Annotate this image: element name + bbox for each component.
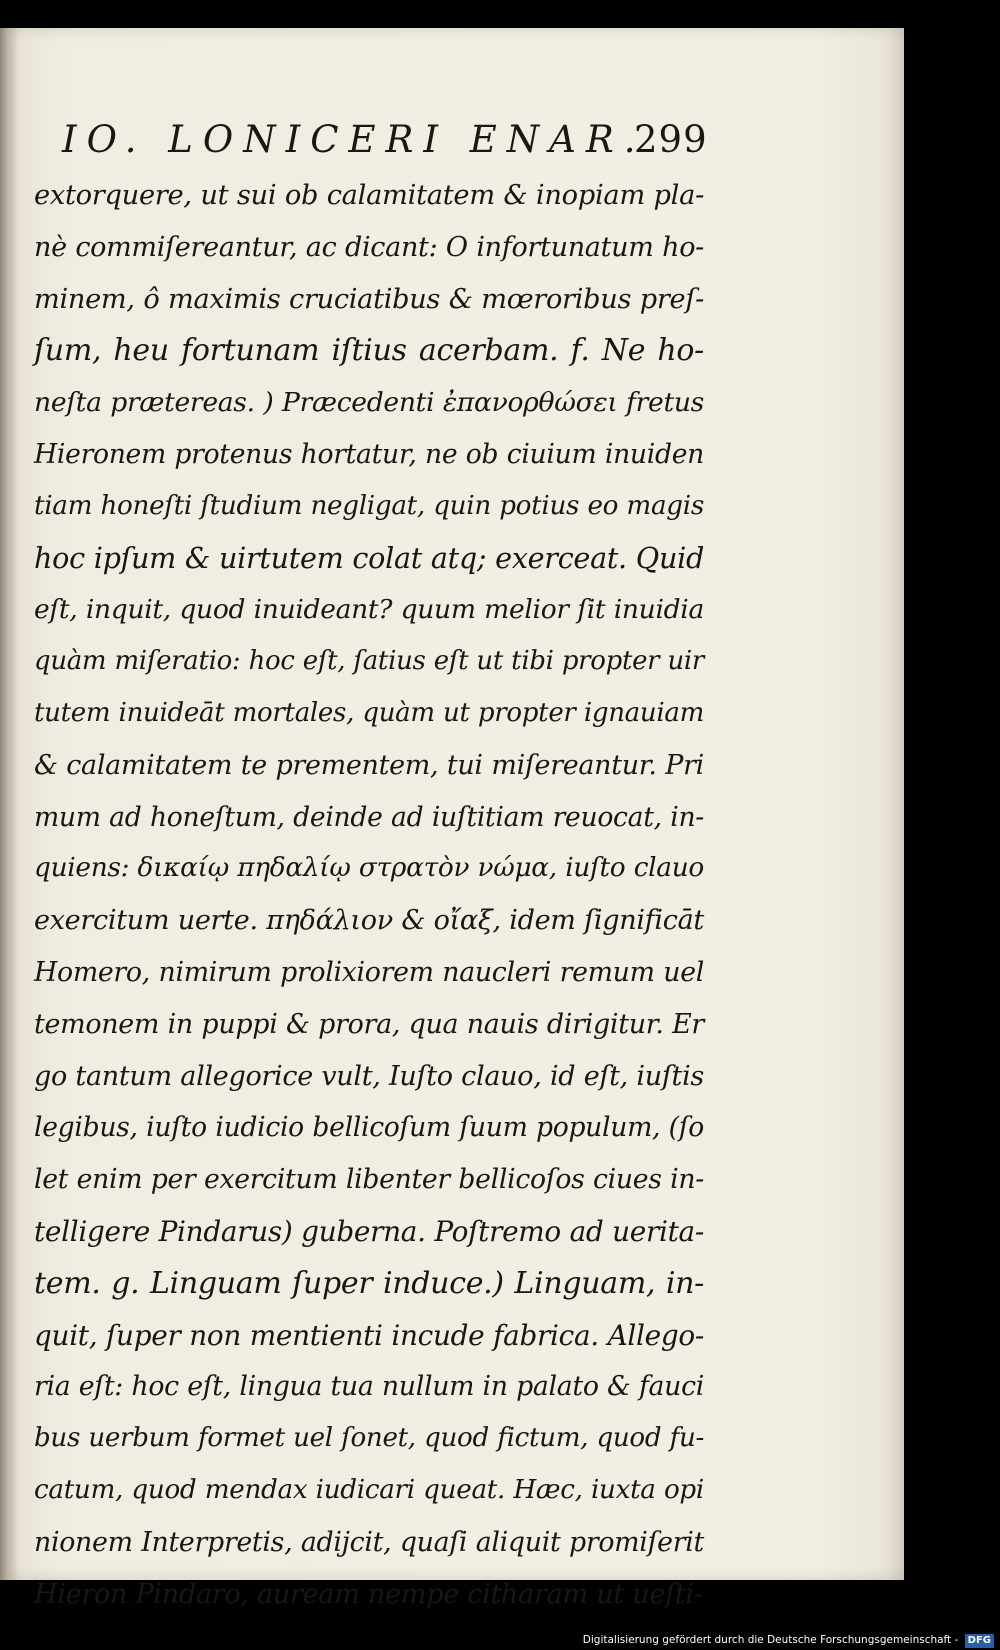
text-line: nionem Interpretis, adijcit, quaſi aliquit promiſerit [34, 1526, 704, 1558]
text-line: eſt, inquit, quod inuideant? quum melior ſit inuidia [34, 594, 704, 626]
text-line: let enim per exercitum libenter bellicoſos ciues in- [34, 1164, 704, 1196]
text-line: & calamitatem te prementem, tui miſereantur. Pri [34, 749, 704, 781]
text-line: minem, ô maximis cruciatibus & mœroribus preſ- [34, 283, 704, 315]
text-line: tem. g. Linguam ſuper induce.) Linguam, in- [34, 1265, 704, 1301]
funding-credit-text: Digitalisierung gefördert durch die Deutsche Forschungsgemeinschaft - [582, 1634, 959, 1646]
text-line: nè commiſereantur, ac dicant: O infortunatum ho- [34, 231, 704, 263]
text-line: hoc ipſum & uirtutem colat atq; exerceat. Quid [34, 540, 704, 575]
text-line: neſta prætereas. ) Præcedenti ἐπανορθώσει fretus [34, 387, 704, 419]
text-line: ſum, heu fortunam iſtius acerbam. f. Ne ho- [34, 333, 704, 369]
page-number: 299 [634, 118, 708, 161]
text-line: ria eſt: hoc eſt, lingua tua nullum in palato & fauci [34, 1371, 704, 1403]
text-line: tutem inuideāt mortales, quàm ut propter ignauiam [34, 697, 704, 728]
text-line: Hieronem protenus hortatur, ne ob ciuium inuiden [34, 438, 704, 470]
text-line: quàm miſeratio: hoc eſt, ſatius eſt ut tibi propter uir [34, 646, 704, 677]
text-line: quiens: δικαίῳ πηδαλίῳ στρατὸν νώμα, iuſto clauo [34, 853, 704, 884]
text-line: quit, ſuper non mentienti incude fabrica. Allego- [34, 1318, 704, 1352]
dfg-logo: DFG [965, 1634, 994, 1648]
text-line: mum ad honeſtum, deinde ad iuſtitiam reuocat, in- [34, 801, 704, 833]
text-line: bus uerbum formet uel ſonet, quod fictum, quod fu- [34, 1423, 704, 1454]
text-line: temonem in puppi & prora, qua nauis dirigitur. Er [34, 1008, 704, 1040]
running-head [62, 118, 708, 168]
text-line: Homero, nimirum prolixiorem naucleri remum uel [34, 956, 704, 988]
funding-credit [583, 1632, 994, 1648]
page-gutter-shadow [0, 28, 18, 1580]
text-line: telligere Pindarus) guberna. Poſtremo ad uerita- [34, 1214, 704, 1248]
text-line: catum, quod mendax iudicari queat. Hæc, iuxta opi [34, 1474, 704, 1505]
text-line: extorquere, ut sui ob calamitatem & inopiam pla- [34, 180, 704, 211]
text-line: tiam honeſti ſtudium negligat, quin potius eo magis [34, 490, 704, 521]
text-line: legibus, iuſto iudicio bellicoſum ſuum populum, (ſo [34, 1112, 704, 1144]
text-line: exercitum uerte. πηδάλιον & οἴαξ, idem ſignificāt [34, 905, 704, 937]
body-text [34, 170, 704, 1620]
text-line: Hieron Pindaro, auream nempe citharam ut ueſti- [34, 1578, 703, 1610]
running-head-title: IO. LONICERI ENAR. [62, 118, 646, 161]
text-line: go tantum allegorice vult, Iuſto clauo, id eſt, iuſtis [34, 1060, 704, 1092]
